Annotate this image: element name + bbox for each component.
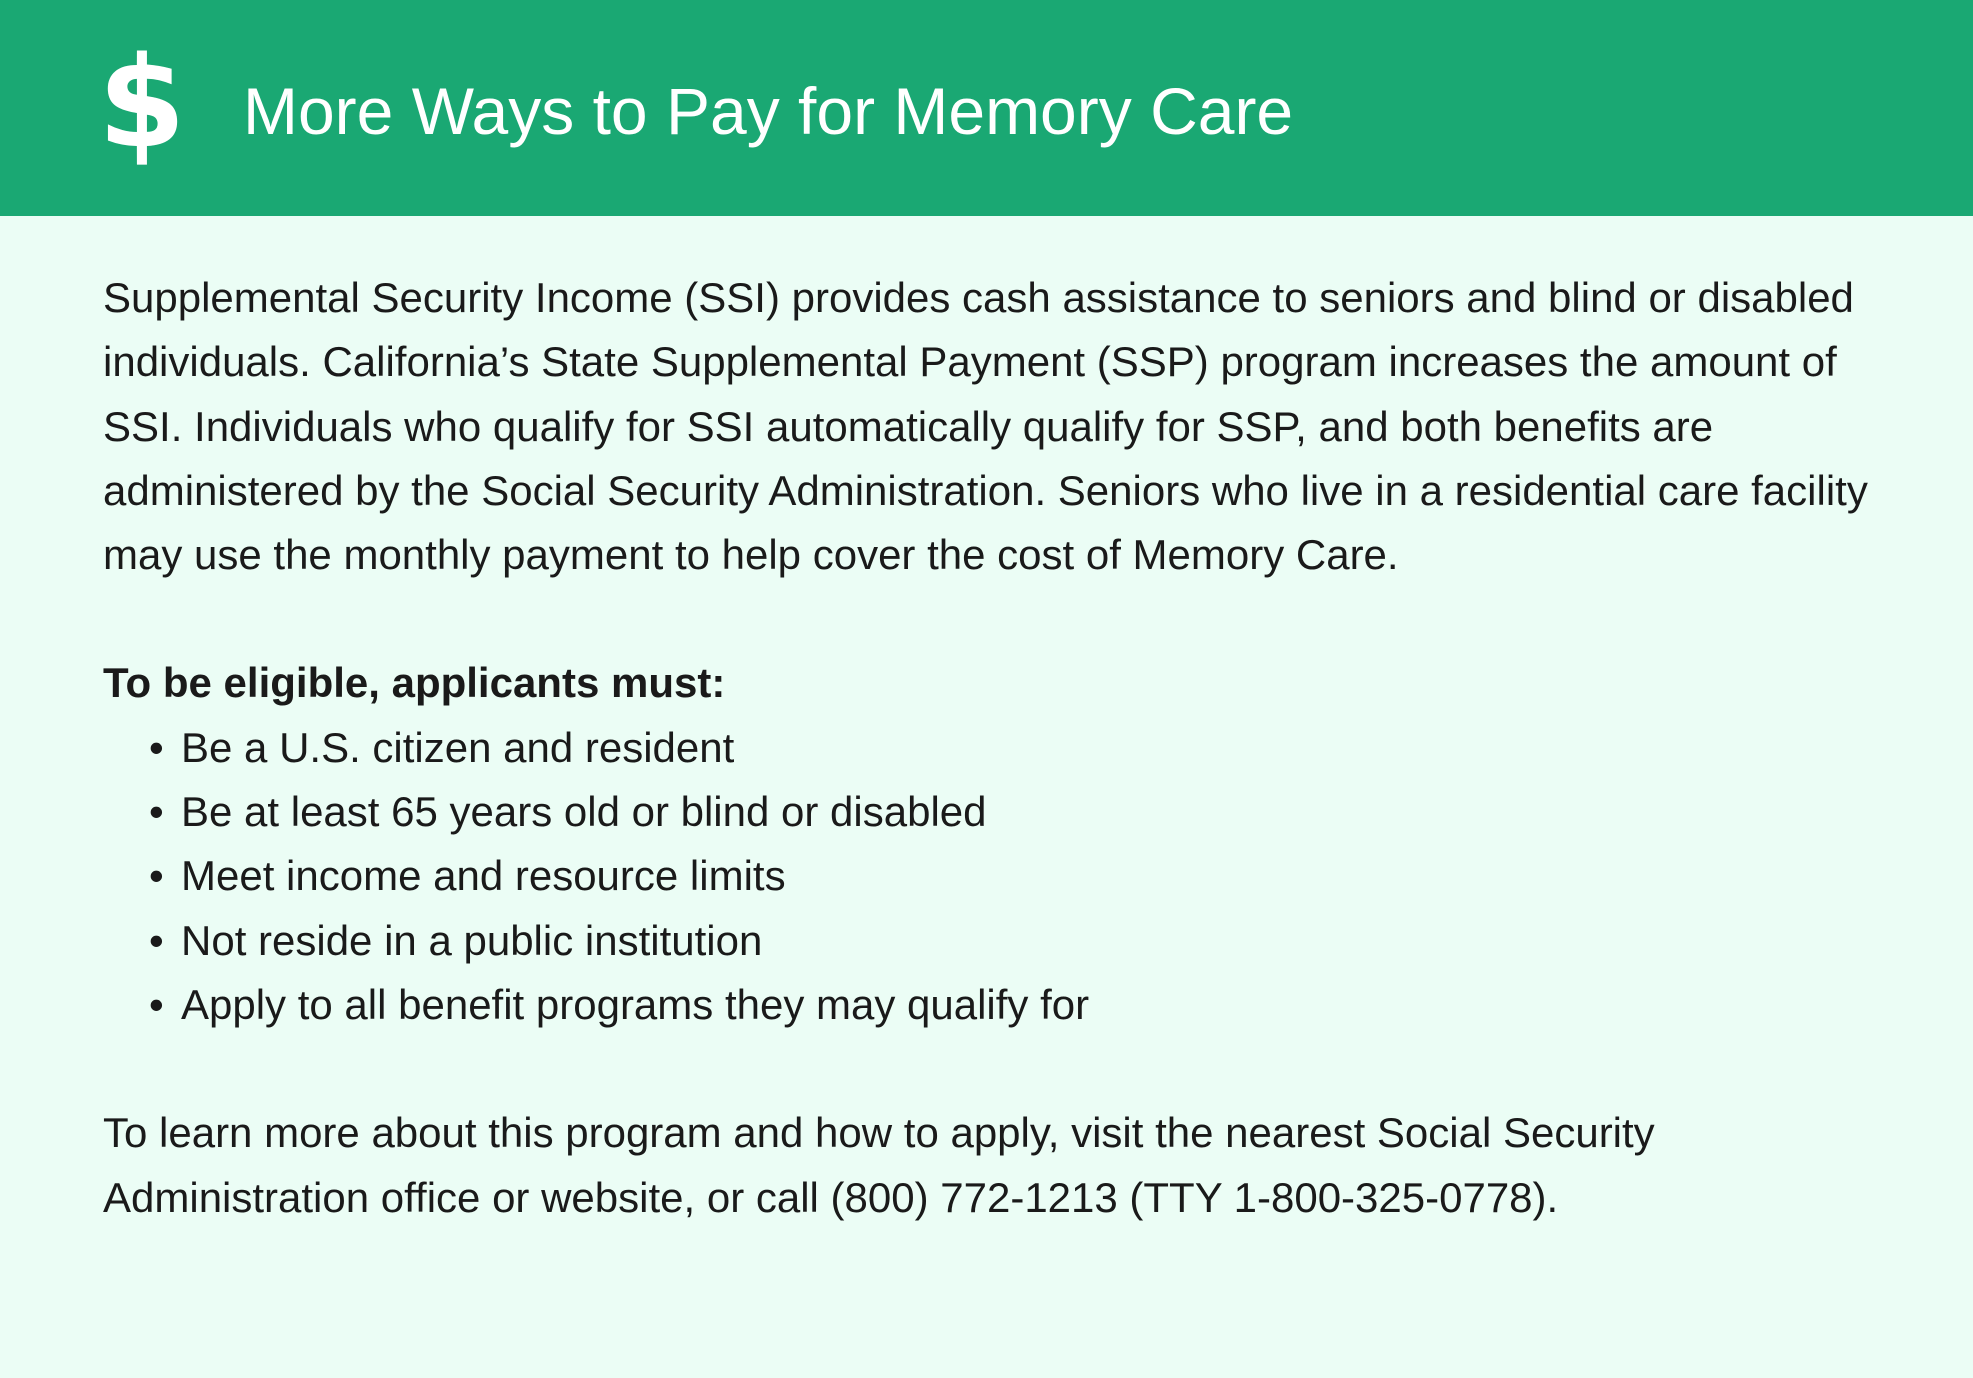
bullet-icon: • [149, 916, 164, 964]
list-item [103, 716, 1893, 780]
bullet-icon: • [149, 788, 164, 836]
bullet-icon: • [149, 723, 164, 771]
list-item [103, 844, 1893, 908]
list-item-text: Be a U.S. citizen and resident [181, 723, 735, 771]
intro-paragraph: Supplemental Security Income (SSI) provides cash assistance to seniors and blind or disabled individuals. California’s State Supplemental Payment (SSP) program increases the amount of SSI. Individuals who qualify for SSI automatically qualify for SSP, and both benefits are administered by the Social Security Administration. Seniors who live in a residential care facility may use the monthly payment to help cover the cost of Memory Care. [103, 274, 1868, 579]
list-item [103, 973, 1893, 1037]
bullet-icon: • [149, 852, 164, 900]
closing-paragraph: To learn more about this program and how to apply, visit the nearest Social Security Administration office or website, or call (800) 772-1213 (TTY 1-800-325-0778). [103, 1109, 1655, 1221]
list-item [103, 780, 1893, 844]
list-item-text: Meet income and resource limits [181, 852, 786, 900]
eligibility-heading: To be eligible, applicants must: [103, 659, 726, 707]
page-title: More Ways to Pay for Memory Care [243, 74, 1294, 148]
dollar-icon: $ [98, 29, 186, 176]
list-item-text: Be at least 65 years old or blind or disabled [181, 788, 987, 836]
list-item-text: Not reside in a public institution [181, 916, 763, 964]
main-content [103, 266, 1893, 1230]
list-item-text: Apply to all benefit programs they may qualify for [181, 980, 1090, 1028]
header-banner [0, 0, 1973, 216]
bullet-icon: • [149, 980, 164, 1028]
eligibility-list [103, 716, 1893, 1037]
list-item [103, 909, 1893, 973]
